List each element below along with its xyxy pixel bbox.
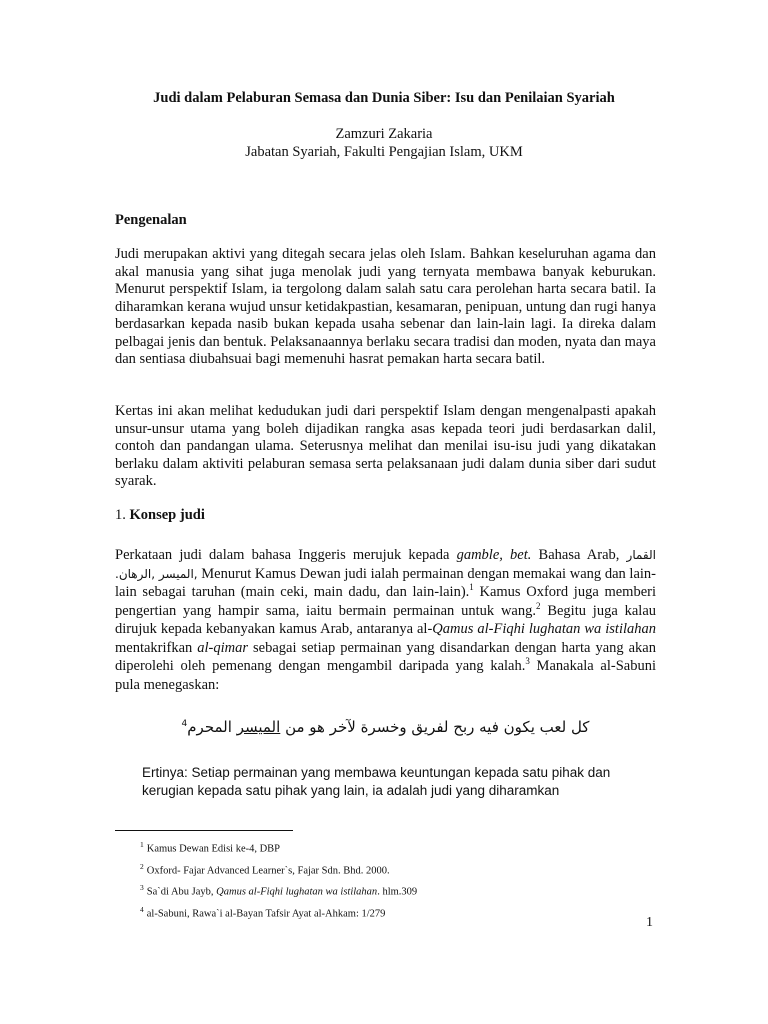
section-heading-konsep-judi <box>115 507 205 524</box>
text-run: Bahasa Arab, <box>531 547 627 563</box>
footnote-4 <box>140 901 417 923</box>
section-number: 1. <box>115 507 126 523</box>
paragraph-definition <box>115 546 656 694</box>
page-number: 1 <box>646 915 653 930</box>
footnote-text: al-Sabuni, Rawa`i al-Bayan Tafsir Ayat al-Ahkam: 1/279 <box>146 908 386 919</box>
footnote-ref-4[interactable]: 4 <box>181 719 188 729</box>
footnote-number: 1 <box>140 840 144 849</box>
text-run: sebagai setiap permainan yang disandarkan dengan harta yang akan diperolehi oleh pemenang dengan mengambil daripada yang kalah. <box>115 639 656 674</box>
paragraph-scope: Kertas ini akan melihat kedudukan judi dari perspektif Islam dengan mengenalpasti apakah unsur-unsur utama yang boleh dijadikan rangka asas kepada teori judi berdasarkan dalil, contoh dan pandangan ulama. Seterusnya melihat dan menilai isu-isu judi yang dikatakan berlaku dalam aktiviti pelaburan semasa serta pelaksanaan judi dalam dunia siber dari sudut syarak. <box>115 403 656 489</box>
footnote-text: Sa`di Abu Jayb, <box>146 886 217 898</box>
text-run-italic: al-qimar <box>197 639 249 656</box>
text-run: mentakrifkan <box>115 639 198 656</box>
text-run: Kamus Oxford juga memberi pengertian yang hampir sama, iaitu bermain permainan untuk wang. <box>115 584 656 619</box>
text-run-italic: gamble, bet. <box>456 547 532 563</box>
footnote-ref-3[interactable]: 3 <box>525 656 530 667</box>
footnote-ref-2[interactable]: 2 <box>536 600 541 611</box>
footnote-ref-1[interactable]: 1 <box>469 582 474 593</box>
section-heading-pengenalan <box>115 212 187 229</box>
section-heading-text: Konsep judi <box>129 507 205 523</box>
footnote-text-italic: Qamus al-Fiqhi lughatan wa istilahan <box>216 886 378 898</box>
arabic-terms: القمار ,الميسر ,الرهان. <box>115 548 656 581</box>
text-run: Begitu juga kalau dirujuk kepada kebanyakan kamus Arab, antaranya al- <box>115 602 657 637</box>
arabic-text: كل لعب يكون فيه ربح لفريق وخسرة لآخر هو من <box>280 718 590 736</box>
arabic-text-underlined: الميسر <box>236 718 281 736</box>
footnote-separator <box>115 830 293 831</box>
text-run: Manakala al-Sabuni pula menegaskan: <box>115 658 656 693</box>
footnotes <box>140 836 417 922</box>
footnote-text: Oxford- Fajar Advanced Learner`s, Fajar Sdn. Bhd. 2000. <box>146 865 390 876</box>
footnote-text: . hlm.309 <box>377 886 418 898</box>
text-run: Menurut Kamus Dewan judi ialah permainan dengan memakai wang dan lain-lain sebagai taruhan (main ceki, main dadu, dan lain-lain). <box>115 565 657 600</box>
footnote-number: 3 <box>140 883 144 892</box>
translation-quote: Ertinya: Setiap permainan yang membawa keuntungan kepada satu pihak dan kerugian kepada satu pihak yang lain, ia adalah judi yang diharamkan <box>142 765 611 798</box>
author-affiliation: Jabatan Syariah, Fakulti Pengajian Islam, UKM <box>245 144 523 160</box>
footnote-3 <box>140 879 417 901</box>
arabic-text: المحرم <box>187 718 237 736</box>
footnote-2 <box>140 858 417 880</box>
footnote-number: 4 <box>140 904 144 914</box>
document-title: Judi dalam Pelaburan Semasa dan Dunia Siber: Isu dan Penilaian Syariah <box>153 90 615 106</box>
section-heading-text: Pengenalan <box>115 212 187 228</box>
footnote-number: 2 <box>140 861 144 871</box>
footnote-1 <box>140 836 417 858</box>
paragraph-intro: Judi merupakan aktivi yang ditegah secara jelas oleh Islam. Bahkan keseluruhan agama dan akal manusia yang sihat juga menolak judi yang ternyata membawa banyak keburukan. Menurut perspektif Islam, ia tergolong dalam salah satu cara perolehan harta secara batil. Ia diharamkan kerana wujud unsur ketidakpastian, kesamaran, penipuan, untung dan rugi hanya berdasarkan kepada nasib bukan kepada usaha sebenar dan lain-lain lagi. Ia direka dalam pelbagai jenis dan bentuk. Pelaksanaannya berlaku secara tradisi dan moden, nyata dan maya dan sentiasa diubahsuai bagi memenuhi hasrat pemakan harta secara batil. <box>115 246 656 367</box>
text-run: Perkataan judi dalam bahasa Inggeris merujuk kepada <box>115 547 457 563</box>
footnote-text: Kamus Dewan Edisi ke-4, DBP <box>146 843 281 855</box>
text-run-italic: Qamus al-Fiqhi lughatan wa istilahan <box>432 621 657 637</box>
author-name: Zamzuri Zakaria <box>335 126 433 142</box>
arabic-quotation <box>115 718 656 736</box>
